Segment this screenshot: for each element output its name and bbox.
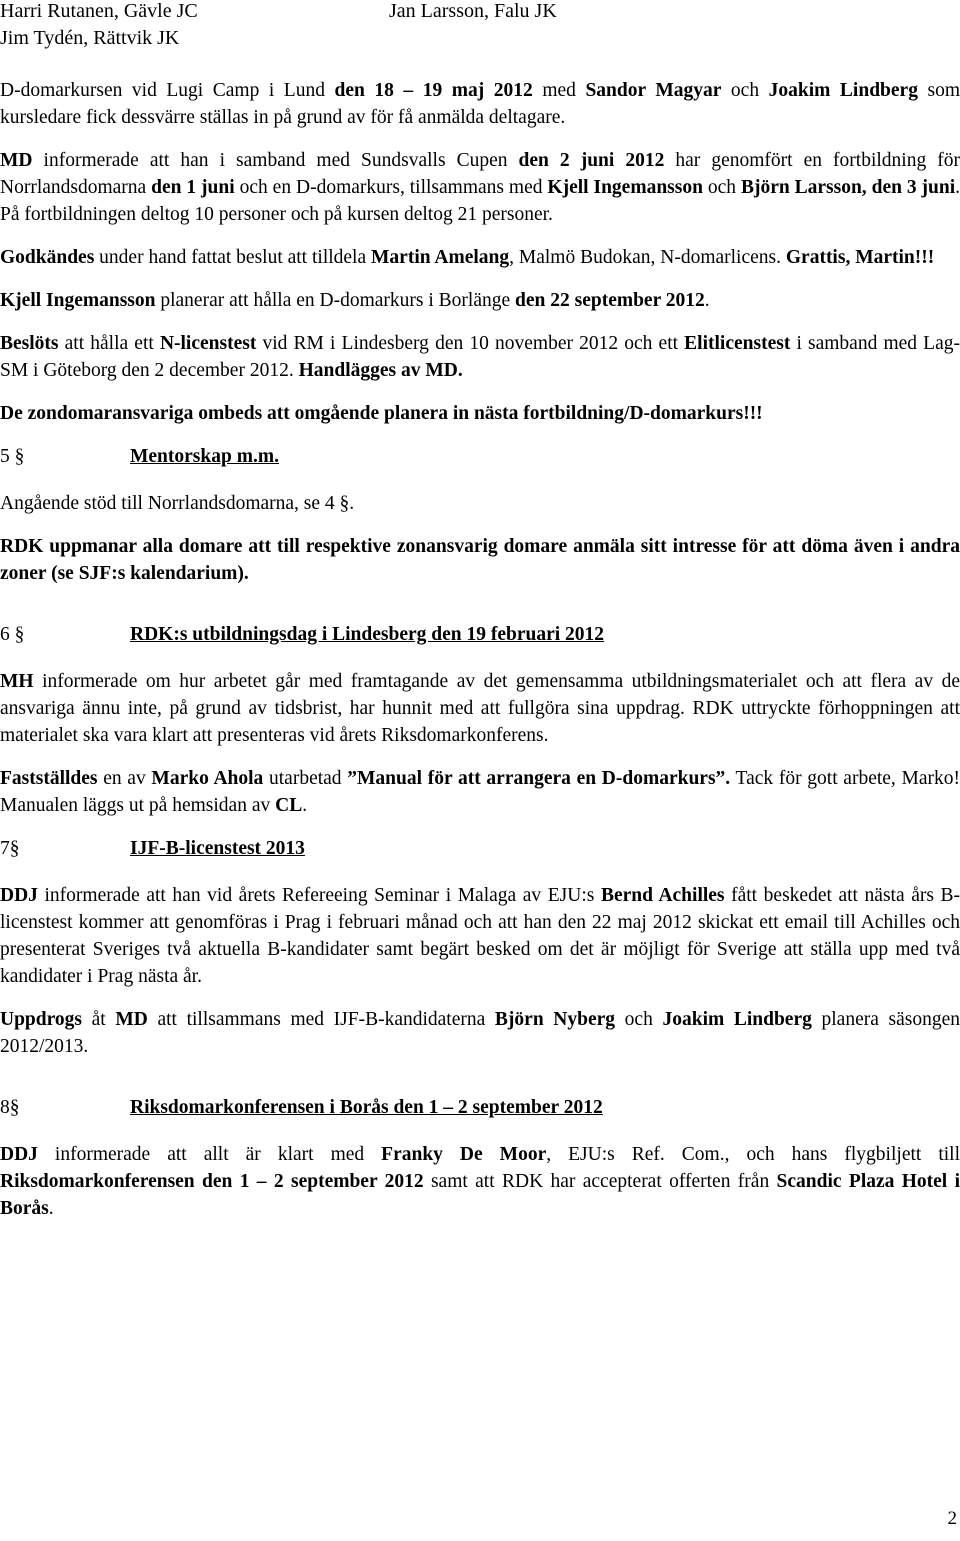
section-title: IJF-B-licenstest 2013 [130,838,305,859]
spacer [0,603,960,621]
section-title: Mentorskap m.m. [130,446,279,467]
header-member-line-2: Jim Tydén, Rättvik JK [0,27,180,49]
paragraph-ddj-b-license: DDJ informerade att han vid årets Refereeing Seminar i Malaga av EJU:s Bernd Achilles fått beskedet att nästa års B-licenstest kommer att genomföras i Prag i februari månad och att han den 22 maj 2012 skickat ett email till Achilles och presenterat Sveriges två aktuella B-kandidater samt begärt besked om det är möjligt för Sverige att ställa upp med två kandidater i Prag nästa år. [0,885,960,987]
paragraph-rdk-encourage: RDK uppmanar alla domare att till respektive zonansvarig domare anmäla sitt intresse för att döma även i andra zoner (se SJF:s kalendarium). [0,536,960,584]
section-title: Riksdomarkonferensen i Borås den 1 – 2 september 2012 [130,1097,603,1118]
section-6-heading [0,621,960,648]
section-8-heading [0,1094,960,1121]
section-number: 7§ [0,838,20,859]
header-left-column [0,0,198,52]
section-number: 6 § [0,624,25,645]
paragraph-manual-approved: Fastställdes en av Marko Ahola utarbetad ”Manual för att arrangera en D-domarkurs”. Tack för gott arbete, Marko! Manualen läggs ut på hemsidan av CL. [0,768,960,816]
paragraph-md-assigned: Uppdrogs åt MD att tillsammans med IJF-B-kandidaterna Björn Nyberg och Joakim Lindberg planera säsongen 2012/2013. [0,1009,960,1057]
paragraph-zone-referees-request: De zondomaransvariga ombeds att omgående planera in nästa fortbildning/D-domarkurs!!! [0,403,763,424]
paragraph-ddj-conference: DDJ informerade att allt är klart med Franky De Moor, EJU:s Ref. Com., och hans flygbiljett till Riksdomarkonferensen den 1 – 2 september 2012 samt att RDK har accepterat offerten från Scandic Plaza Hotel i Borås. [0,1144,960,1219]
page-header [0,0,960,58]
paragraph-approved-license: Godkändes under hand fattat beslut att tilldela Martin Amelang, Malmö Budokan, N-domarlicens. Grattis, Martin!!! [0,247,935,268]
paragraph-d-course-cancelled: D-domarkursen vid Lugi Camp i Lund den 18 – 19 maj 2012 med Sandor Magyar och Joakim Lindberg som kursledare fick dessvärre ställas in på grund av för få anmälda deltagare. [0,80,960,128]
paragraph-norrland-support: Angående stöd till Norrlandsdomarna, se 4 §. [0,493,355,514]
paragraph-borlange-course: Kjell Ingemansson planerar att hålla en D-domarkurs i Borlänge den 22 september 2012. [0,290,710,311]
header-member-line-3: Jan Larsson, Falu JK [389,0,557,22]
spacer [0,1076,960,1094]
page-number: 2 [947,1508,957,1529]
paragraph-md-sundsvalls-cupen: MD informerade att han i samband med Sundsvalls Cupen den 2 juni 2012 har genomfört en fortbildning för Norrlandsdomarna den 1 juni och en D-domarkurs, tillsammans med Kjell Ingemansson och Björn Larsson, den 3 juni. På fortbildningen deltog 10 personer och på kursen deltog 21 personer. [0,150,960,225]
section-5-heading [0,443,960,470]
section-number: 5 § [0,446,25,467]
header-right-column [389,0,557,25]
header-member-line-1: Harri Rutanen, Gävle JC [0,0,198,22]
document-body [0,77,960,1238]
section-title: RDK:s utbildningsdag i Lindesberg den 19 februari 2012 [130,624,605,645]
section-number: 8§ [0,1097,20,1118]
paragraph-mh-training-material: MH informerade om hur arbetet går med framtagande av det gemensamma utbildningsmaterialet och att flera av de ansvariga ännu inte, på grund av tidsbrist, har hunnit med att fullgöra sina uppdrag. RDK uttryckte förhoppningen att materialet ska vara klart att presenteras vid årets Riksdomarkonferens. [0,671,960,746]
paragraph-license-tests: Beslöts att hålla ett N-licenstest vid RM i Lindesberg den 10 november 2012 och ett Elitlicenstest i samband med Lag-SM i Göteborg den 2 december 2012. Handlägges av MD. [0,333,960,381]
section-7-heading [0,835,960,862]
